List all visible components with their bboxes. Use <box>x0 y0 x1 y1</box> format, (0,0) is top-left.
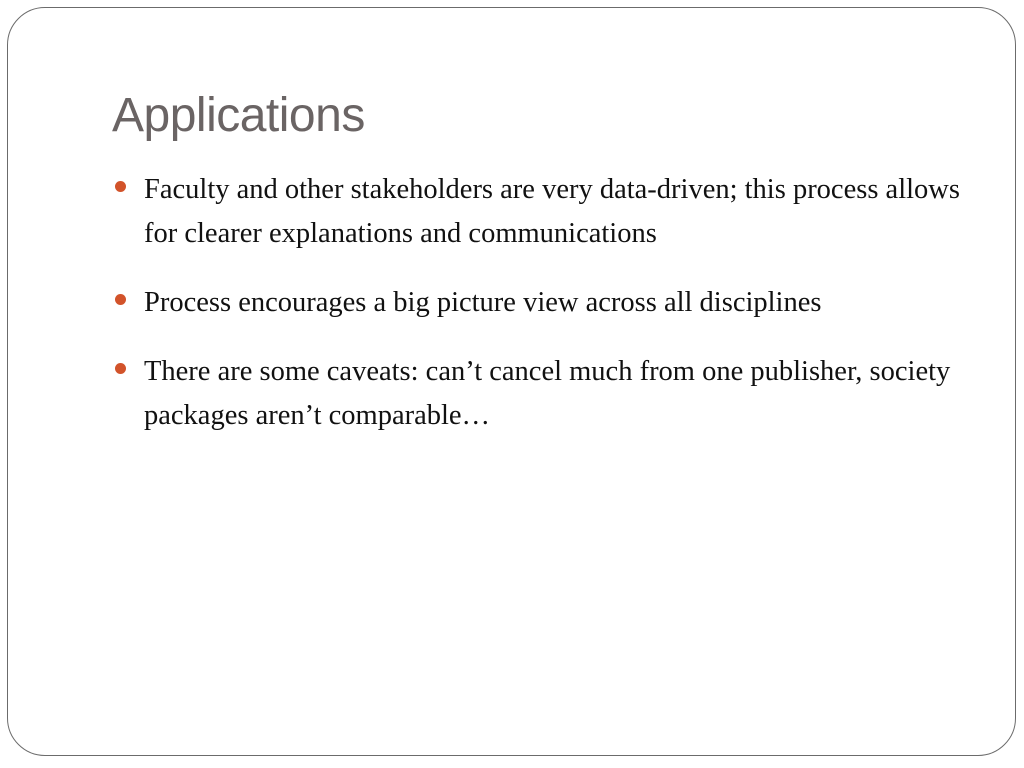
bullet-text: There are some caveats: can’t cancel much from one publisher, society packages aren’t comparable… <box>144 356 951 431</box>
bullet-item <box>112 350 972 438</box>
bullet-dot-icon <box>115 181 126 192</box>
slide-title: Applications <box>112 89 365 142</box>
bullet-list <box>112 168 972 463</box>
bullet-text: Process encourages a big picture view across all disciplines <box>144 287 822 318</box>
bullet-item <box>112 281 972 325</box>
bullet-dot-icon <box>115 363 126 374</box>
bullet-dot-icon <box>115 294 126 305</box>
bullet-item <box>112 168 972 256</box>
bullet-text: Faculty and other stakeholders are very data-driven; this process allows for clearer explanations and communications <box>144 174 960 249</box>
